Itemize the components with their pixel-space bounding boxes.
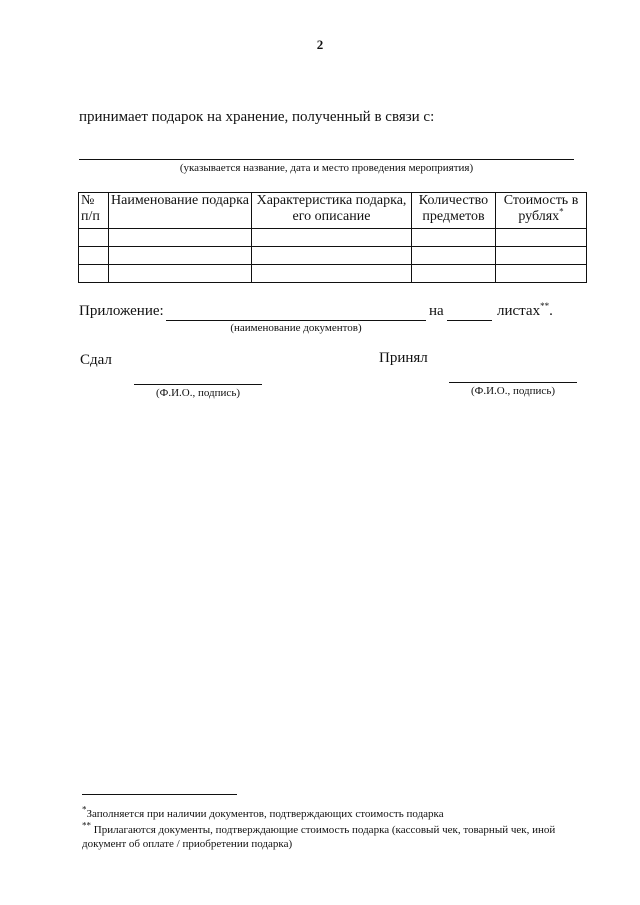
event-hint: (указывается название, дата и место проведения мероприятия) — [179, 162, 474, 174]
appendix-label: Приложение: — [79, 303, 164, 319]
appendix-sheet-count-fill-line[interactable] — [447, 320, 492, 321]
table-cell[interactable] — [496, 229, 587, 247]
footnote-cost-text: Заполняется при наличии документов, подтверждающих стоимость подарка — [86, 808, 444, 820]
footnote-documents-text: Прилагаются документы, подтверждающие стоимость подарка (кассовый чек, товарный чек, иной документ об оплате / приобретении подарка) — [82, 824, 556, 850]
header-cost — [496, 193, 587, 229]
footnote-cost-mark: * — [82, 804, 87, 815]
table-cell[interactable] — [412, 247, 496, 265]
appendix-footnote-mark: ** — [540, 301, 550, 311]
appendix-sheets-word: листах — [497, 303, 541, 319]
accepted-signature-hint: (Ф.И.О., подпись) — [471, 385, 555, 397]
table-cell[interactable] — [79, 247, 109, 265]
appendix-period: . — [549, 303, 553, 319]
header-quantity: Количество предметов — [412, 193, 496, 229]
appendix-documents-fill-line[interactable] — [166, 320, 426, 321]
table-cell[interactable] — [252, 229, 412, 247]
intro-text: принимает подарок на хранение, полученный в связи с: — [79, 109, 435, 125]
handed-over-signature-hint: (Ф.И.О., подпись) — [156, 387, 240, 399]
table-row — [79, 247, 587, 265]
table-cell[interactable] — [79, 265, 109, 283]
table-cell[interactable] — [109, 229, 252, 247]
accepted-label: Принял — [379, 350, 428, 366]
table-row — [79, 265, 587, 283]
table-cell[interactable] — [496, 247, 587, 265]
page-number: 2 — [316, 37, 324, 52]
table-cell[interactable] — [252, 247, 412, 265]
gift-table — [78, 192, 587, 283]
table-cell[interactable] — [252, 265, 412, 283]
header-name: Наименование подарка — [109, 193, 252, 229]
handed-over-label: Сдал — [80, 352, 112, 368]
header-num: № п/п — [79, 193, 109, 229]
appendix-sheets-text — [497, 303, 553, 320]
handed-over-signature-line[interactable] — [134, 384, 262, 385]
footnote-documents — [82, 820, 587, 851]
header-description: Характеристика подарка, его описание — [252, 193, 412, 229]
footnote-documents-mark: ** — [82, 820, 91, 831]
event-fill-line — [79, 159, 574, 160]
footnote-cost — [82, 804, 444, 820]
appendix-hint: (наименование документов) — [230, 322, 362, 334]
table-cell[interactable] — [412, 229, 496, 247]
table-cell[interactable] — [109, 247, 252, 265]
footnote-divider — [82, 794, 237, 795]
table-header-row — [79, 193, 587, 229]
table-cell[interactable] — [79, 229, 109, 247]
header-cost-footnote-mark: * — [559, 206, 564, 217]
appendix-on-text: на — [429, 303, 444, 319]
table-row — [79, 229, 587, 247]
table-cell[interactable] — [496, 265, 587, 283]
header-cost-text: Стоимость в рублях — [503, 193, 579, 224]
table-cell[interactable] — [412, 265, 496, 283]
accepted-signature-line[interactable] — [449, 382, 577, 383]
table-cell[interactable] — [109, 265, 252, 283]
